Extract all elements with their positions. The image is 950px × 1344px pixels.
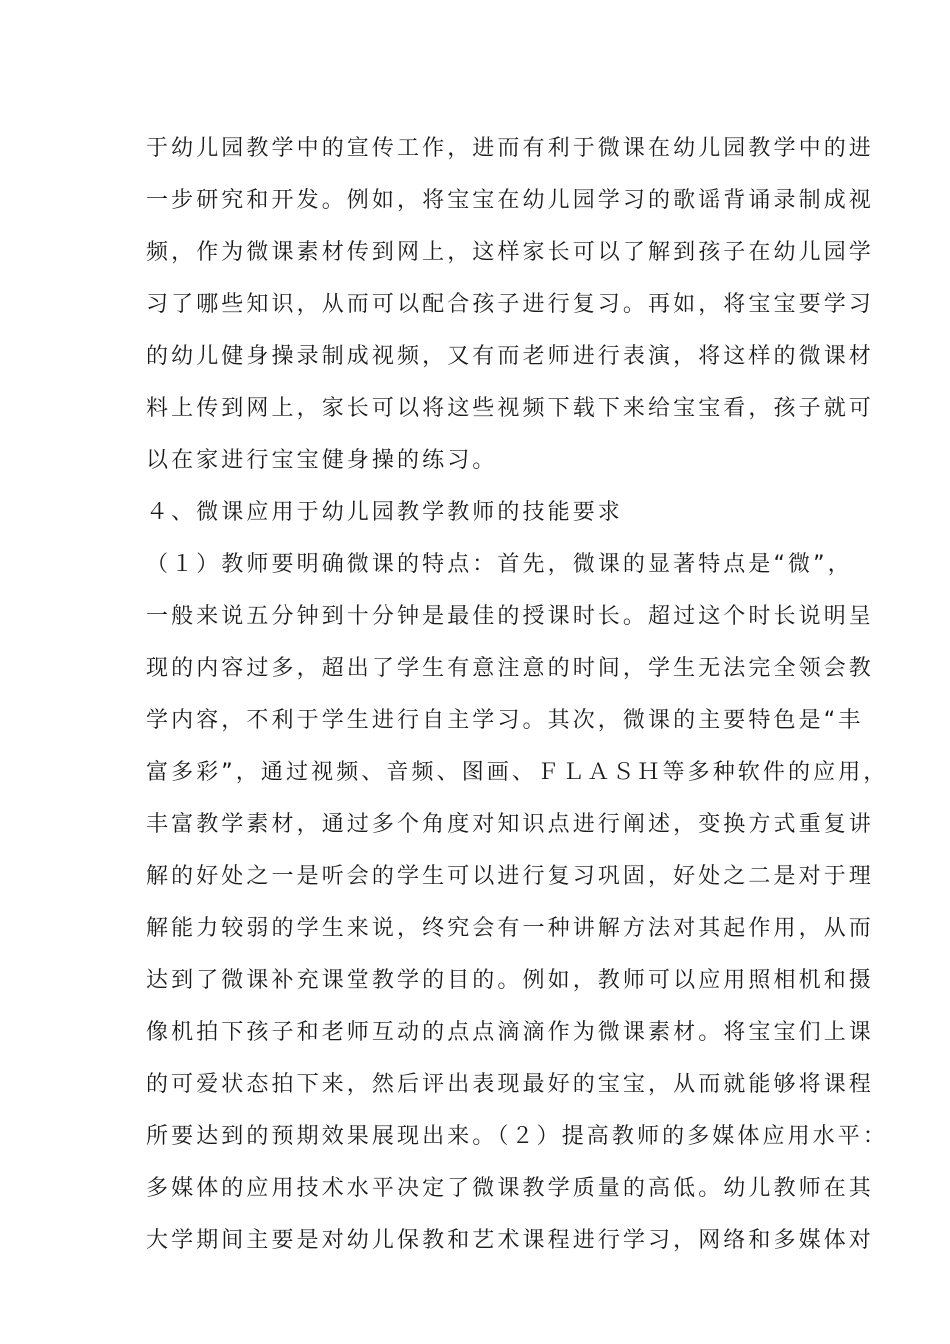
text-line: 的幼儿健身操录制成视频，又有而老师进行表演，将这样的微课材	[146, 344, 874, 369]
text-line: 的可爱状态拍下来，然后评出表现最好的宝宝，从而就能够将课程	[146, 1072, 874, 1097]
text-line: 一步研究和开发。例如，将宝宝在幼儿园学习的歌谣背诵录制成视	[146, 188, 874, 213]
text-line: 像机拍下孩子和老师互动的点点滴滴作为微课素材。将宝宝们上课	[146, 1020, 874, 1045]
text-line: 解的好处之一是听会的学生可以进行复习巩固，好处之二是对于理	[146, 864, 874, 889]
text-line: 富多彩”，通过视频、音频、图画、ＦＬＡＳＨ等多种软件的应用，	[146, 760, 889, 785]
text-line: 学内容，不利于学生进行自主学习。其次，微课的主要特色是“丰	[146, 708, 864, 733]
text-line: 现的内容过多，超出了学生有意注意的时间，学生无法完全领会教	[146, 656, 874, 681]
text-line: 大学期间主要是对幼儿保教和艺术课程进行学习，网络和多媒体对	[146, 1228, 874, 1253]
text-line: 所要达到的预期效果展现出来。（２）提高教师的多媒体应用水平：	[146, 1124, 889, 1149]
text-line: 料上传到网上，家长可以将这些视频下载下来给宝宝看，孩子就可	[146, 396, 874, 421]
text-line: 达到了微课补充课堂教学的目的。例如，教师可以应用照相机和摄	[146, 968, 874, 993]
text-line: 多媒体的应用技术水平决定了微课教学质量的高低。幼儿教师在其	[146, 1176, 874, 1201]
text-line: 丰富教学素材，通过多个角度对知识点进行阐述，变换方式重复讲	[146, 812, 874, 837]
text-line: 解能力较弱的学生来说，终究会有一种讲解方法对其起作用，从而	[146, 916, 874, 941]
text-line: 于幼儿园教学中的宣传工作，进而有利于微课在幼儿园教学中的进	[146, 136, 874, 161]
text-line: 习了哪些知识，从而可以配合孩子进行复习。再如，将宝宝要学习	[146, 292, 874, 317]
text-line: （１）教师要明确微课的特点：首先，微课的显著特点是“微”，	[146, 552, 853, 577]
section-heading: ４、微课应用于幼儿园教学教师的技能要求	[146, 500, 623, 525]
text-line: 以在家进行宝宝健身操的练习。	[146, 448, 498, 473]
text-line: 一般来说五分钟到十分钟是最佳的授课时长。超过这个时长说明呈	[146, 604, 874, 629]
text-line: 频，作为微课素材传到网上，这样家长可以了解到孩子在幼儿园学	[146, 240, 874, 265]
